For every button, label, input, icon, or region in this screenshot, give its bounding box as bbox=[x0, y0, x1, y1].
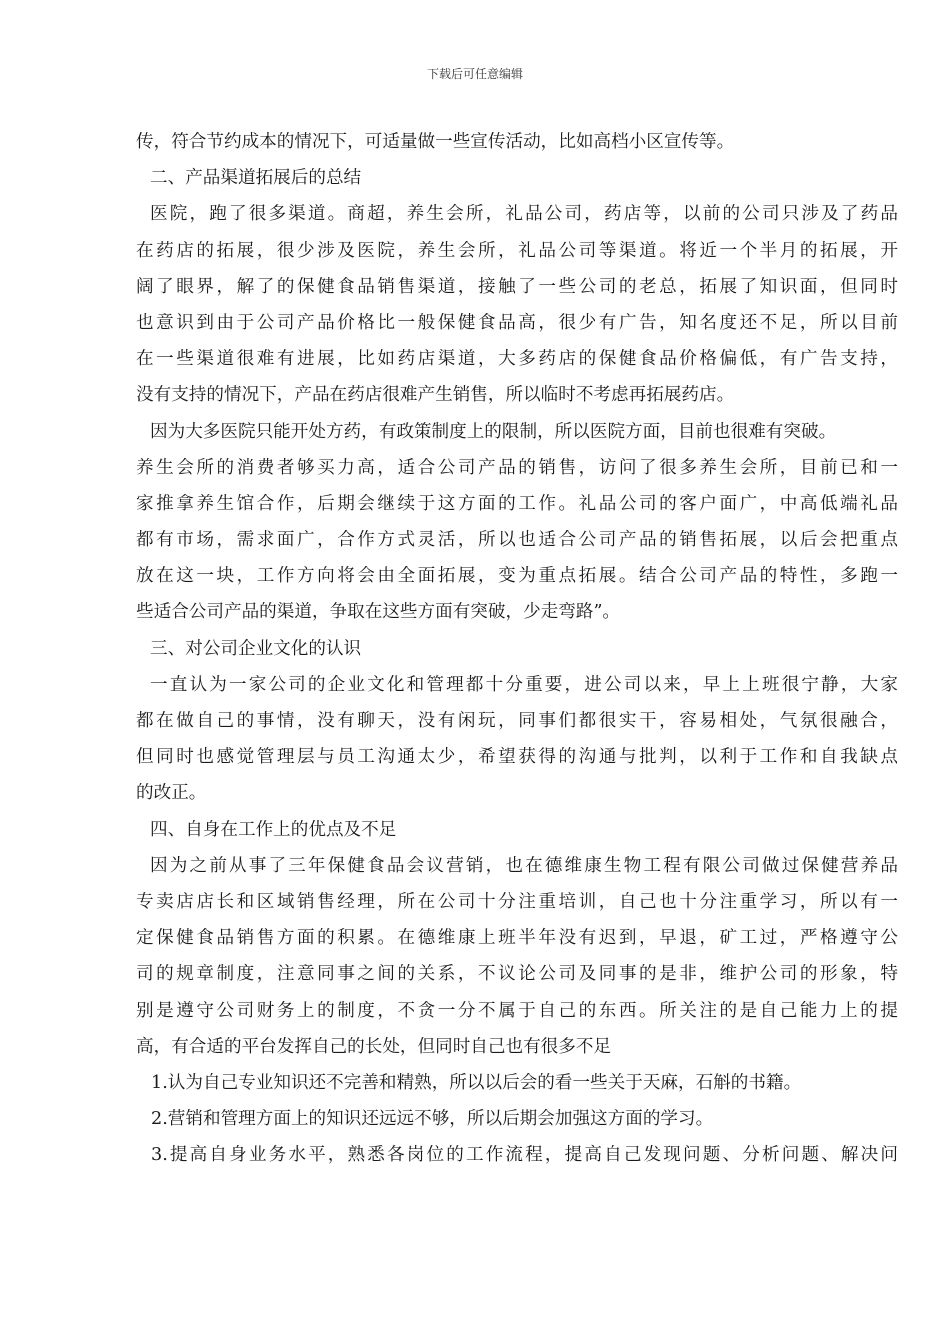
text-line: 家推拿养生馆合作，后期会继续于这方面的工作。礼品公司的客户面广，中高低端礼品 bbox=[136, 493, 898, 514]
text-line: 都有市场，需求面广，合作方式灵活，所以也适合公司产品的销售拓展，以后会把重点 bbox=[136, 530, 898, 551]
section-heading: 四、自身在工作上的优点及不足 bbox=[150, 819, 397, 840]
text-line: 因为之前从事了三年保健食品会议营销，也在德维康生物工程有限公司做过保健营养品 bbox=[150, 855, 898, 876]
text-line: 因为大多医院只能开处方药，有政策制度上的限制，所以医院方面，目前也很难有突破。 bbox=[150, 421, 837, 442]
text-line: 在药店的拓展，很少涉及医院，养生会所，礼品公司等渠道。将近一个半月的拓展，开 bbox=[136, 240, 898, 261]
page-header: 下载后可任意编辑 bbox=[426, 67, 523, 81]
text-line: 的改正。 bbox=[136, 783, 207, 804]
text-line: 一直认为一家公司的企业文化和管理都十分重要，进公司以来，早上上班很宁静，大家 bbox=[150, 674, 898, 695]
text-line: 也意识到由于公司产品价格比一般保健食品高，很少有广告，知名度还不足，所以目前 bbox=[136, 312, 898, 333]
document-body bbox=[136, 124, 898, 1173]
list-item: 2.营销和管理方面上的知识还远远不够，所以后期会加强这方面的学习。 bbox=[151, 1109, 714, 1130]
text-line: 没有支持的情况下，产品在药店很难产生销售，所以临时不考虑再拓展药店。 bbox=[136, 385, 735, 406]
text-line: 但同时也感觉管理层与员工沟通太少，希望获得的沟通与批判，以利于工作和自我缺点 bbox=[136, 747, 898, 768]
section-heading: 三、对公司企业文化的认识 bbox=[150, 638, 362, 659]
list-item: 1.认为自己专业知识还不完善和精熟，所以以后会的看一些关于天麻，石斛的书籍。 bbox=[151, 1072, 802, 1093]
text-line: 医院，跑了很多渠道。商超，养生会所，礼品公司，药店等，以前的公司只涉及了药品 bbox=[150, 204, 898, 225]
text-line: 在一些渠道很难有进展，比如药店渠道，大多药店的保健食品价格偏低，有广告支持， bbox=[136, 349, 898, 370]
text-line: 别是遵守公司财务上的制度，不贪一分不属于自己的东西。所关注的是自己能力上的提 bbox=[136, 1000, 898, 1021]
text-line: 阔了眼界，解了的保健食品销售渠道，接触了一些公司的老总，拓展了知识面，但同时 bbox=[136, 276, 898, 297]
text-line: 放在这一块，工作方向将会由全面拓展，变为重点拓展。结合公司产品的特性，多跑一 bbox=[136, 566, 898, 587]
text-line: 传，符合节约成本的情况下，可适量做一些宣传活动，比如高档小区宣传等。 bbox=[136, 132, 735, 152]
text-line: 养生会所的消费者够买力高，适合公司产品的销售，访问了很多养生会所，目前已和一 bbox=[136, 457, 898, 478]
text-line: 些适合公司产品的渠道，争取在这些方面有突破，少走弯路”。 bbox=[136, 602, 621, 623]
text-line: 司的规章制度，注意同事之间的关系，不议论公司及同事的是非，维护公司的形象，特 bbox=[136, 964, 898, 985]
text-line: 专卖店店长和区域销售经理，所在公司十分注重培训，自己也十分注重学习，所以有一 bbox=[136, 891, 898, 912]
text-line: 都在做自己的事情，没有聊天，没有闲玩，同事们都很实干，容易相处，气氛很融合， bbox=[136, 711, 898, 731]
section-heading: 二、产品渠道拓展后的总结 bbox=[150, 168, 362, 189]
text-line: 定保健食品销售方面的积累。在德维康上班半年没有迟到，早退，矿工过，严格遵守公 bbox=[136, 928, 898, 949]
list-item: 3.提高自身业务水平，熟悉各岗位的工作流程，提高自己发现问题、分析问题、解决问 bbox=[151, 1145, 898, 1166]
text-line: 高，有合适的平台发挥自己的长处，但同时自己也有很多不足 bbox=[136, 1036, 612, 1057]
